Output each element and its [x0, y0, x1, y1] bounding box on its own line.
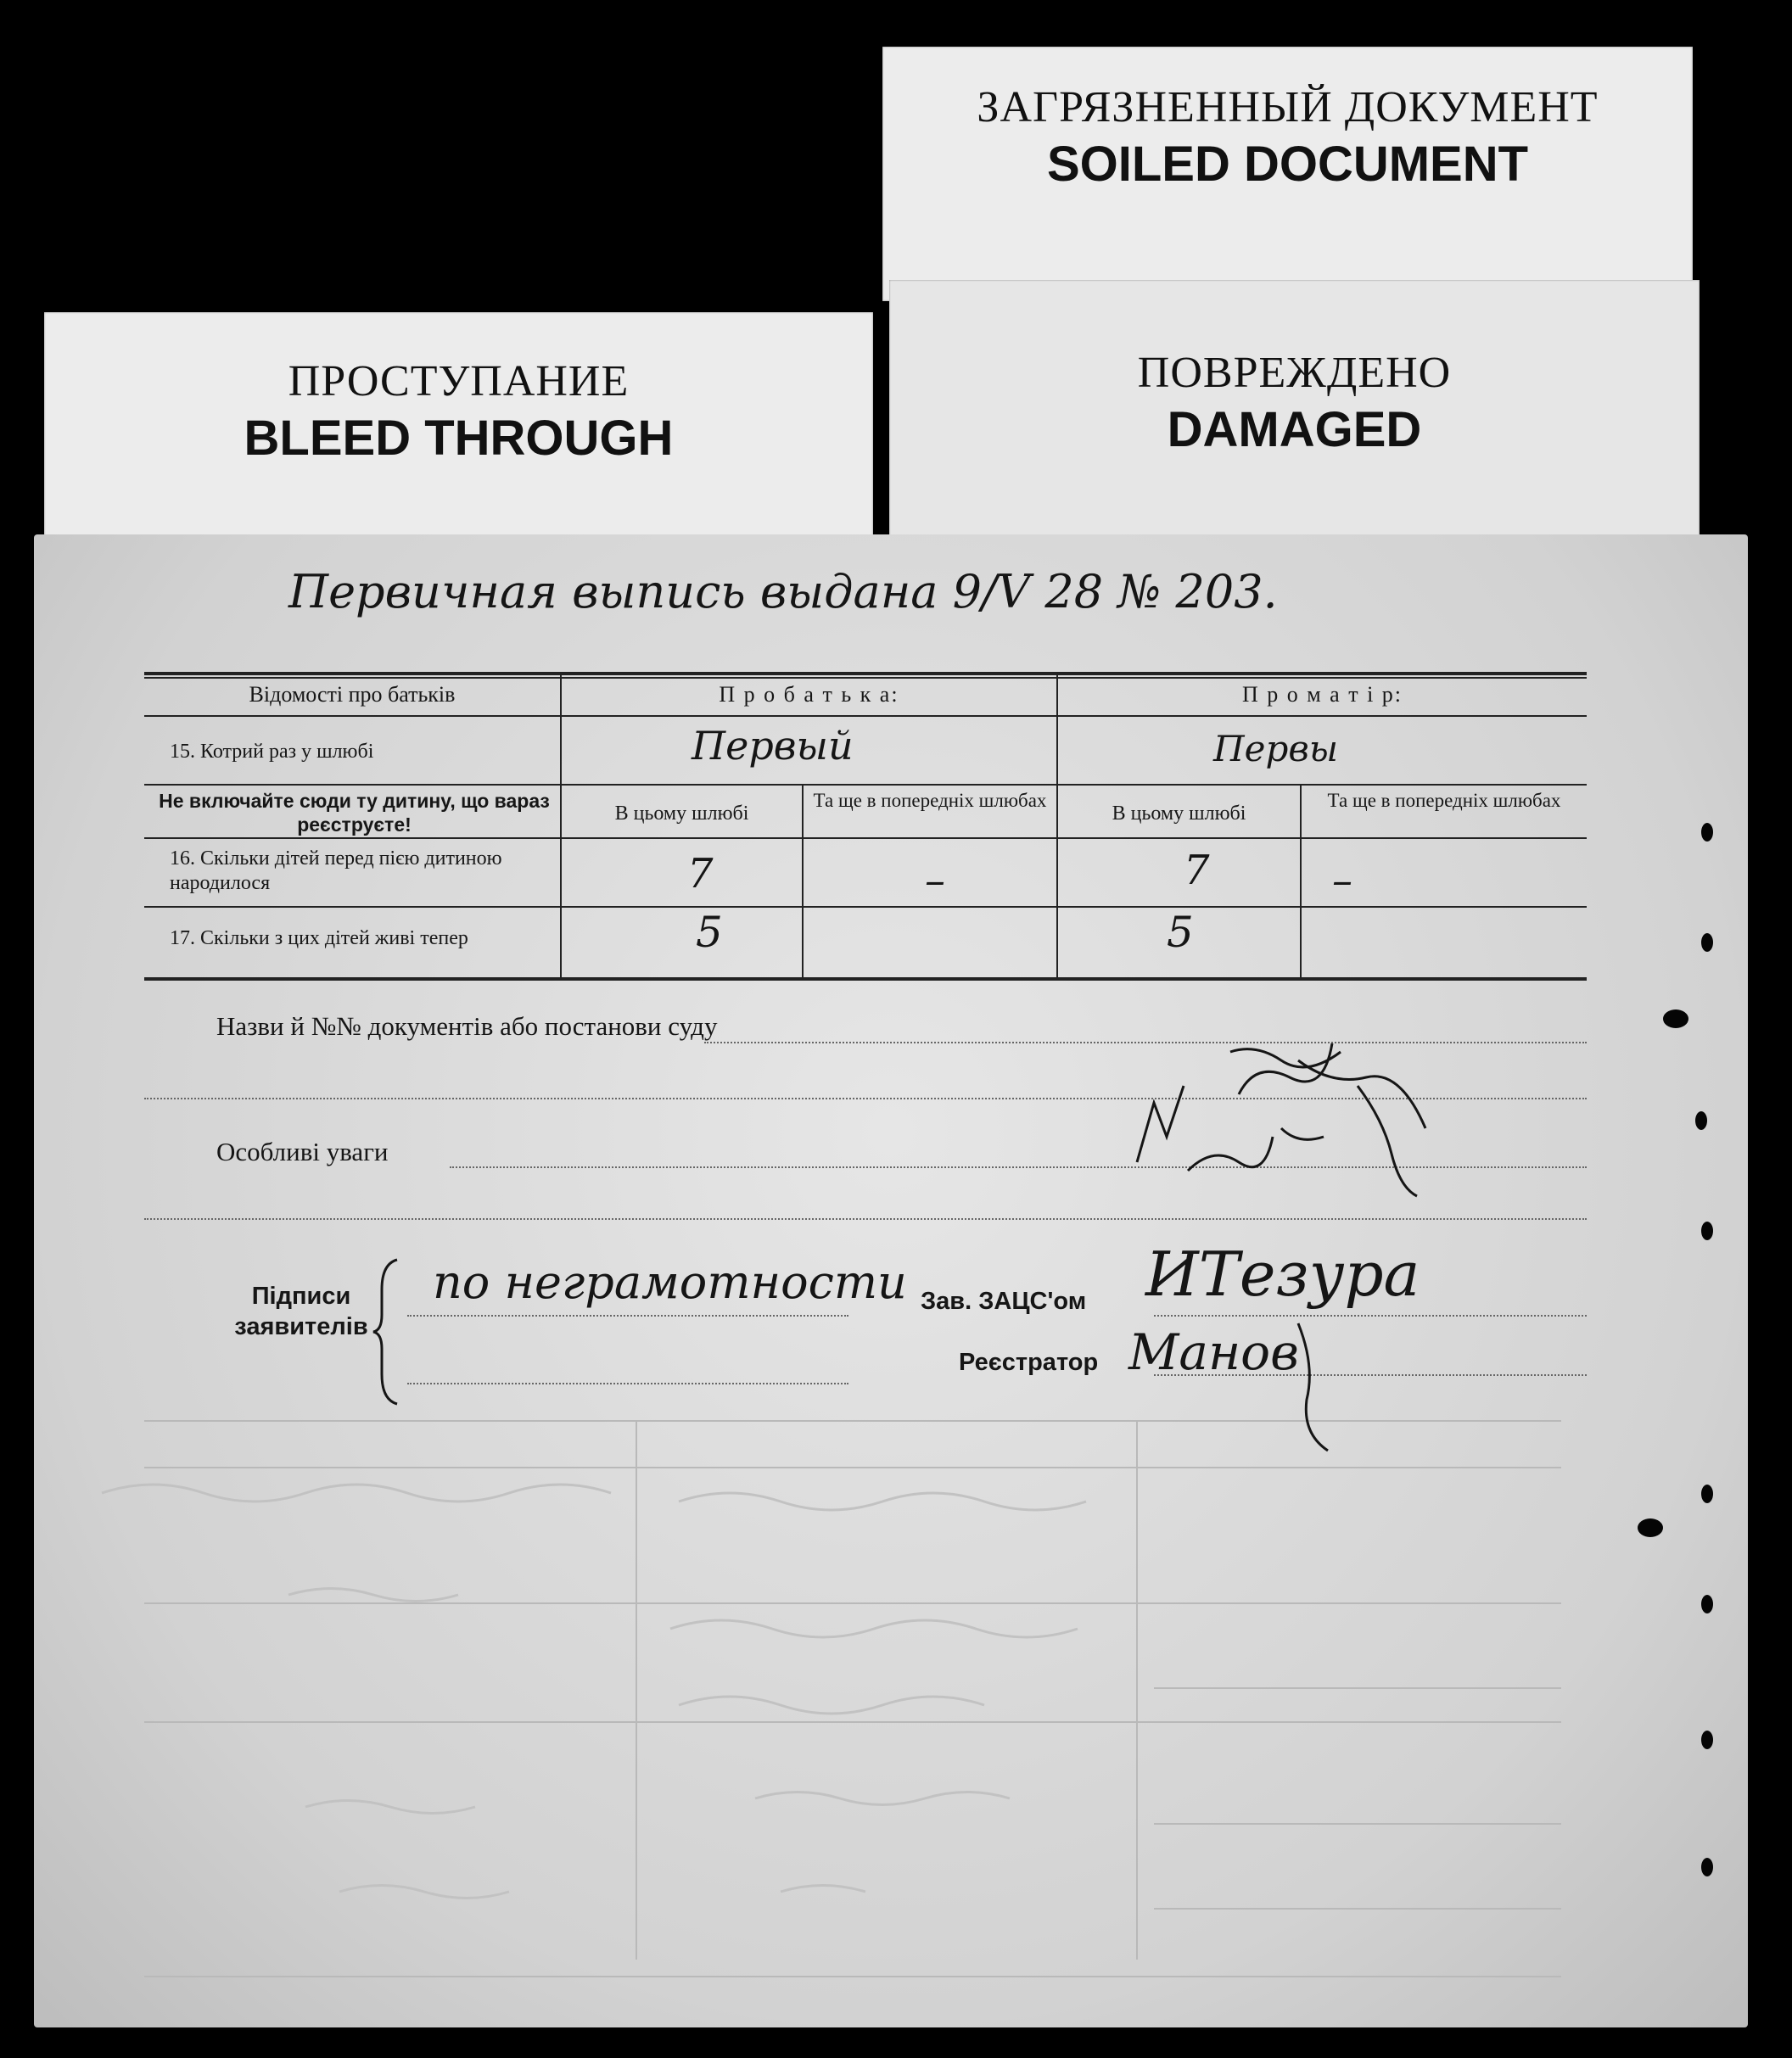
binding-hole: [1638, 1518, 1663, 1537]
col-divider-2: [1056, 674, 1058, 978]
table-bottom-rule: [144, 977, 1587, 981]
registrar-label: Реєстратор: [959, 1349, 1099, 1376]
record-sheet: [34, 534, 1748, 2027]
exclude-child-note: Не включайте сюди ту дитину, що вараз реєструєте!: [159, 790, 550, 836]
registrar-sign-line: [1154, 1374, 1587, 1376]
binding-hole: [1701, 823, 1713, 842]
signatures-label: Підписи заявителів: [234, 1283, 368, 1340]
damaged-label: [889, 280, 1700, 547]
signature-line-2: [407, 1383, 848, 1384]
row15-father-value: Первый: [692, 723, 854, 769]
signature-line-1: [407, 1315, 848, 1317]
row17-mother-this: 5: [1167, 908, 1194, 957]
row16-father-this: 7: [687, 850, 714, 898]
brace-icon: [372, 1255, 406, 1408]
documents-label: Назви й №№ документів або постанови суду: [216, 1011, 718, 1041]
col-divider-1: [560, 674, 562, 978]
header-about-father: П р о б а т ь к а:: [719, 682, 899, 707]
row16-father-prev: –: [925, 857, 945, 904]
bleed-through-label: [44, 312, 873, 558]
subheader-mother-this-marriage: В цьому шлюбі: [1112, 803, 1246, 825]
primary-extract-note: Первичная выпись выдана 9/V 28 № 203.: [288, 565, 1278, 618]
table-top-rule-2: [144, 677, 1587, 679]
damaged-label-en: DAMAGED: [1167, 402, 1422, 457]
col-divider-father: [802, 784, 804, 979]
row15-mother-value: Первы: [1213, 728, 1339, 769]
soiled-document-label: [882, 47, 1693, 301]
binding-hole: [1701, 1731, 1713, 1749]
soiled-label-en: SOILED DOCUMENT: [1046, 137, 1529, 192]
binding-hole: [1701, 1595, 1713, 1613]
row17-father-this: 5: [696, 908, 723, 957]
signature-flourish: [1281, 1315, 1349, 1459]
binding-hole: [1701, 1485, 1713, 1503]
subheader-mother-previous: Та ще в попередніх шлюбах: [1327, 790, 1561, 811]
row15-rule: [144, 784, 1587, 786]
subheader-father-previous: Та ще в попередніх шлюбах: [813, 790, 1047, 811]
col-divider-mother: [1300, 784, 1302, 979]
bleed-label-ru: ПРОСТУПАНИЕ: [288, 357, 630, 405]
row16-rule: [144, 906, 1587, 908]
header-parents-info: Відомості про батьків: [249, 682, 456, 707]
damaged-label-ru: ПОВРЕЖДЕНО: [1137, 349, 1452, 397]
rotated-annotation: [1086, 984, 1527, 1239]
registrar-signature: Манов: [1128, 1323, 1299, 1381]
binding-hole: [1701, 933, 1713, 952]
subheader-rule: [144, 837, 1587, 839]
applicant-signature: по неграмотности: [433, 1255, 907, 1309]
header-rule: [144, 715, 1587, 717]
head-signature: ИТезура: [1145, 1239, 1420, 1310]
table-top-rule: [144, 672, 1587, 675]
head-of-registry-label: Зав. ЗАЦС'ом: [921, 1288, 1087, 1315]
row16-mother-prev: –: [1332, 857, 1352, 904]
header-about-mother: П р о м а т і р:: [1241, 682, 1403, 707]
head-sign-line: [1154, 1315, 1587, 1317]
binding-hole: [1701, 1222, 1713, 1240]
row16-label: 16. Скільки дітей перед пією дитиною народилося: [170, 847, 502, 894]
row15-label: 15. Котрий раз у шлюбі: [170, 741, 374, 763]
binding-hole: [1663, 1009, 1688, 1028]
soiled-label-ru: ЗАГРЯЗНЕННЫЙ ДОКУМЕНТ: [977, 83, 1599, 131]
binding-hole: [1701, 1858, 1713, 1876]
row17-label: 17. Скільки з цих дітей живі тепер: [170, 927, 468, 949]
row16-mother-this: 7: [1184, 847, 1210, 894]
bleed-label-en: BLEED THROUGH: [244, 411, 674, 466]
subheader-father-this-marriage: В цьому шлюбі: [614, 803, 749, 825]
binding-hole: [1695, 1111, 1707, 1130]
special-notes-label: Особливі уваги: [216, 1137, 389, 1166]
